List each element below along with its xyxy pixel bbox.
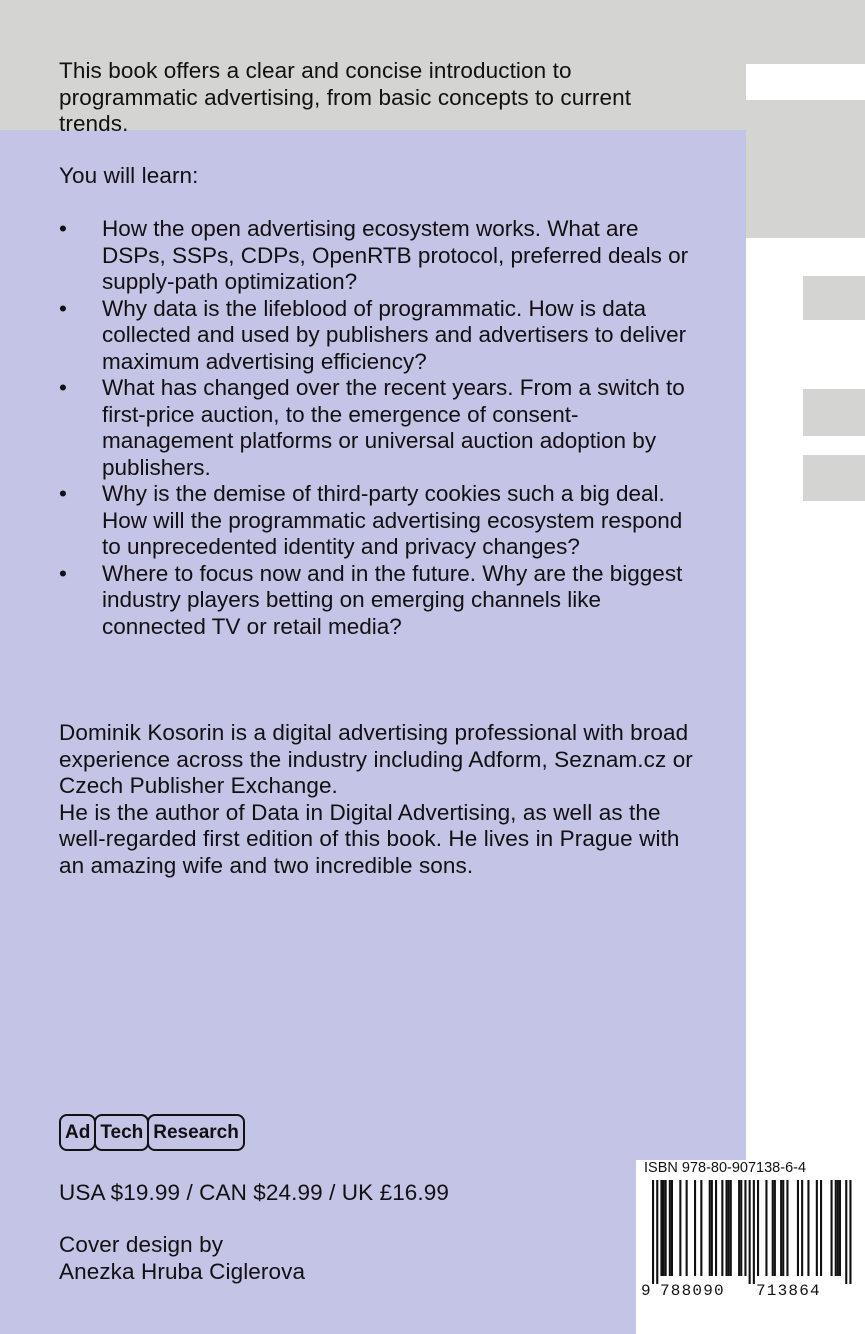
logo-word: Ad xyxy=(59,1114,96,1151)
barcode-bar xyxy=(656,1180,658,1284)
barcode-bar xyxy=(740,1180,742,1276)
barcode-digit-first: 9 xyxy=(641,1282,651,1300)
list-item-text: What has changed over the recent years. From a switch to first-price auction, to the emergence of consent-management platforms or universal auction adoption by publishers. xyxy=(102,375,685,480)
author-bio xyxy=(59,720,699,879)
barcode-bar xyxy=(839,1180,841,1276)
cover-credit-label: Cover design by xyxy=(59,1232,224,1257)
barcode-bar xyxy=(744,1180,746,1276)
barcode-bar xyxy=(807,1180,809,1276)
author-bio-line: Dominik Kosorin is a digital advertising professional with broad experience across the industry including Adform, Seznam.cz or Czech Publisher Exchange. xyxy=(59,720,693,798)
cover-right-gray-band xyxy=(746,130,865,238)
cover-white-notch xyxy=(746,64,865,100)
decorative-gray-block xyxy=(803,455,865,501)
list-item-text: Where to focus now and in the future. Why are the biggest industry players betting on emerging channels like connected TV or retail media? xyxy=(102,560,683,639)
barcode-bar xyxy=(709,1180,711,1276)
barcode-bar xyxy=(694,1180,696,1276)
barcode-bar xyxy=(700,1180,702,1276)
list-item xyxy=(59,375,699,481)
barcode-bars xyxy=(644,1180,856,1284)
barcode-bar xyxy=(765,1180,767,1276)
barcode-bar xyxy=(715,1180,717,1276)
bullet-icon: • xyxy=(59,375,67,400)
learning-list xyxy=(59,216,699,640)
barcode-bar xyxy=(726,1180,728,1276)
publisher-logo xyxy=(59,1114,243,1151)
barcode-bar xyxy=(782,1180,784,1276)
barcode-bar xyxy=(738,1180,740,1276)
cover-credit-name: Anezka Hruba Ciglerova xyxy=(59,1258,306,1284)
bullet-icon: • xyxy=(59,560,67,586)
barcode-bar xyxy=(663,1180,665,1276)
barcode-bar xyxy=(845,1180,847,1284)
logo-word: Research xyxy=(147,1114,245,1151)
barcode-bar xyxy=(797,1180,799,1276)
barcode-bar xyxy=(801,1180,803,1276)
list-item-text: How the open advertising ecosystem works. What are DSPs, SSPs, CDPs, OpenRTB protocol, preferred deals or supply-path optimization? xyxy=(102,216,689,294)
barcode-bar xyxy=(652,1180,654,1284)
logo-word: Tech xyxy=(94,1114,149,1151)
barcode-bar xyxy=(749,1180,751,1284)
author-bio-line: He is the author of Data in Digital Advertising, as well as the well-regarded first edition of this book. He lives in Prague with an amazing wife and two incredible sons. xyxy=(59,799,680,878)
list-item xyxy=(59,296,699,376)
list-item xyxy=(59,561,699,641)
barcode-bar xyxy=(728,1180,730,1276)
barcode-digits-right: 713864 xyxy=(756,1282,821,1300)
learn-heading: You will learn: xyxy=(59,163,199,188)
barcode-bar xyxy=(669,1180,671,1276)
barcode-bar xyxy=(671,1180,673,1276)
barcode-bar xyxy=(820,1180,822,1276)
bullet-icon: • xyxy=(59,216,67,241)
isbn-label: ISBN 978-80-907138-6-4 xyxy=(644,1160,807,1176)
barcode-bar xyxy=(786,1180,788,1276)
barcode-bar xyxy=(774,1180,776,1276)
barcode-bar xyxy=(711,1180,713,1276)
list-item-text: Why data is the lifeblood of programmatic. How is data collected and used by publishers and advertisers to deliver maximum advertising efficiency? xyxy=(102,295,687,374)
decorative-gray-block xyxy=(803,276,865,320)
barcode-bar xyxy=(686,1180,688,1276)
barcode-bar xyxy=(753,1180,755,1284)
barcode-bar xyxy=(679,1180,681,1276)
intro-paragraph: This book offers a clear and concise introduction to programmatic advertising, from basic concepts to current trends. xyxy=(59,58,632,136)
barcode-bar xyxy=(772,1180,774,1276)
barcode-bar xyxy=(665,1180,667,1276)
list-item xyxy=(59,481,699,561)
barcode-bar xyxy=(730,1180,732,1276)
bullet-icon: • xyxy=(59,295,67,321)
price-line: USA $19.99 / CAN $24.99 / UK £16.99 xyxy=(59,1180,449,1205)
barcode-bar xyxy=(835,1180,837,1276)
barcode-bar xyxy=(849,1180,851,1284)
list-item xyxy=(59,216,699,296)
bullet-icon: • xyxy=(59,481,67,506)
barcode-bar xyxy=(757,1180,759,1276)
barcode-bar xyxy=(831,1180,833,1276)
barcode-bar xyxy=(816,1180,818,1276)
barcode-bar xyxy=(780,1180,782,1276)
barcode-digits xyxy=(641,1282,861,1302)
barcode-bar xyxy=(837,1180,839,1276)
cover-credit xyxy=(59,1232,379,1285)
barcode-digits-left: 788090 xyxy=(660,1282,725,1300)
decorative-gray-block xyxy=(803,389,865,436)
barcode-bar xyxy=(721,1180,723,1276)
isbn-barcode-box xyxy=(636,1160,865,1334)
list-item-text: Why is the demise of third-party cookies such a big deal. How will the programmatic advertising ecosystem respond to unprecedented identity and privacy changes? xyxy=(102,481,683,559)
barcode-bar xyxy=(660,1180,662,1276)
